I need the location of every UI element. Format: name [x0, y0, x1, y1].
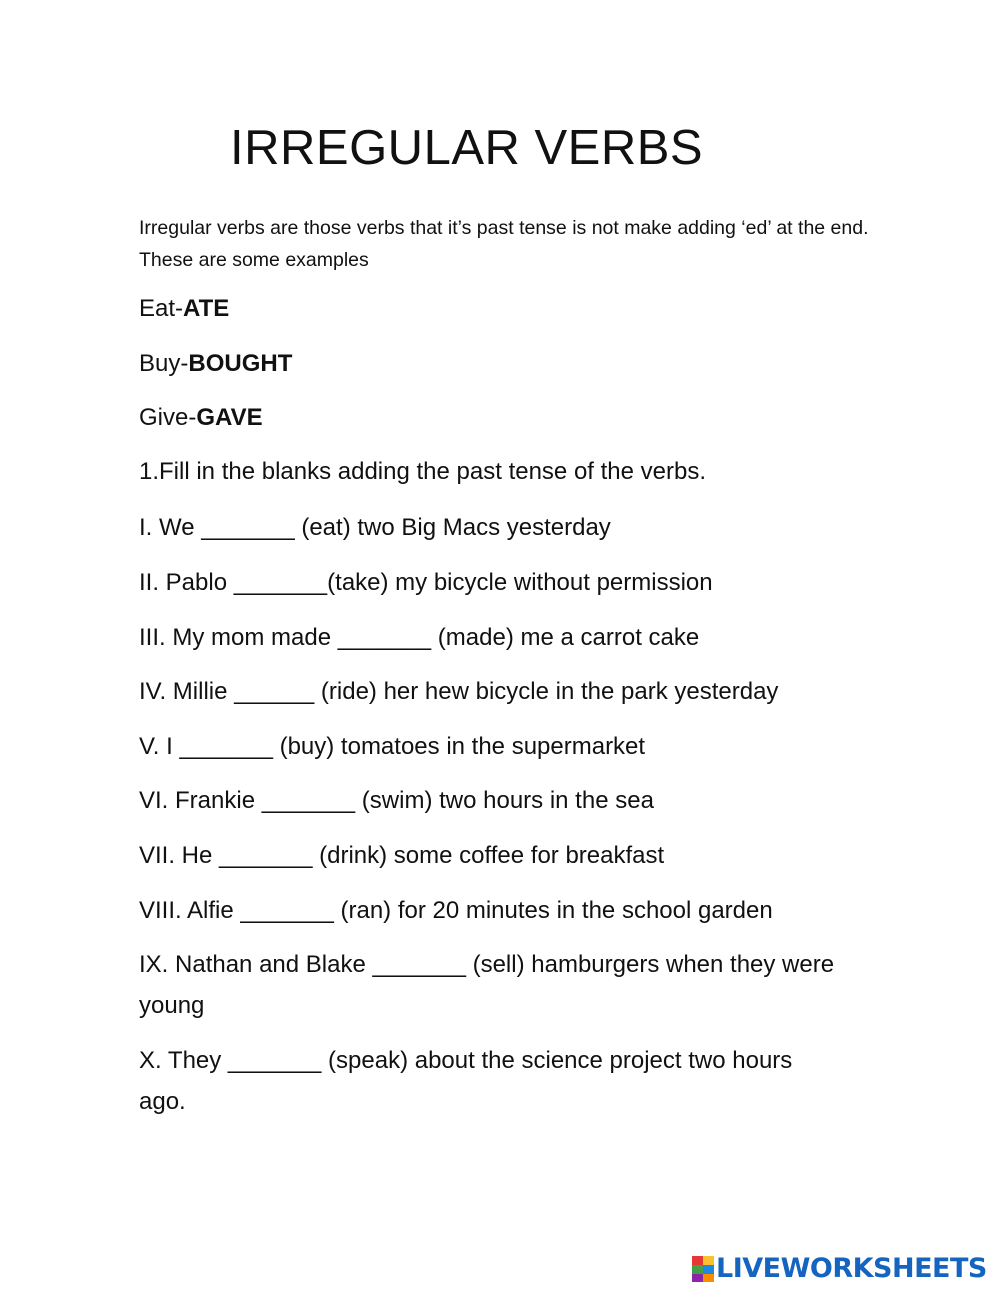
logo-text: LIVEWORKSHEETS [716, 1253, 987, 1284]
exercise-sentence-7: VII. He _______ (drink) some coffee for breakfast [139, 842, 665, 869]
page-title: IRREGULAR VERBS [230, 121, 704, 175]
example-past: BOUGHT [188, 350, 293, 377]
exercise-sentence-4: IV. Millie ______ (ride) her hew bicycle in the park yesterday [139, 678, 779, 705]
exercise-sentence-5: V. I _______ (buy) tomatoes in the supermarket [139, 733, 646, 760]
exercise-sentence-3: III. My mom made _______ (made) me a carrot cake [139, 624, 700, 651]
exercise-sentence-9: IX. Nathan and Blake _______ (sell) hamburgers when they were young [139, 951, 835, 1019]
exercise-sentence-1: I. We _______ (eat) two Big Macs yesterday [139, 514, 611, 541]
example-buy [139, 349, 292, 379]
example-base: Eat- [139, 295, 184, 322]
intro-text: Irregular verbs are those verbs that it’s past tense is not make adding ‘ed’ at the end. These are some examples [139, 217, 869, 271]
example-eat [139, 294, 229, 324]
exercise-sentence-10: X. They _______ (speak) about the science project two hours ago. [139, 1047, 793, 1115]
liveworksheets-logo [692, 1254, 987, 1284]
example-give [139, 403, 263, 433]
logo-block [692, 1265, 703, 1274]
logo-block [703, 1265, 714, 1274]
exercise-sentence-6: VI. Frankie _______ (swim) two hours in the sea [139, 787, 654, 814]
example-base: Give- [139, 404, 197, 431]
logo-block [692, 1274, 703, 1282]
logo-block [703, 1274, 714, 1282]
exercise-sentence-8: VIII. Alfie _______ (ran) for 20 minutes in the school garden [139, 897, 773, 924]
exercise-sentence-2: II. Pablo _______(take) my bicycle without permission [139, 569, 713, 596]
logo-block [703, 1256, 714, 1265]
example-past: GAVE [196, 404, 263, 431]
exercise-instruction: 1.Fill in the blanks adding the past tense of the verbs. [139, 458, 707, 485]
example-base: Buy- [139, 350, 189, 377]
logo-block [692, 1256, 703, 1265]
logo-mark-icon [692, 1256, 714, 1282]
example-past: ATE [183, 295, 230, 322]
